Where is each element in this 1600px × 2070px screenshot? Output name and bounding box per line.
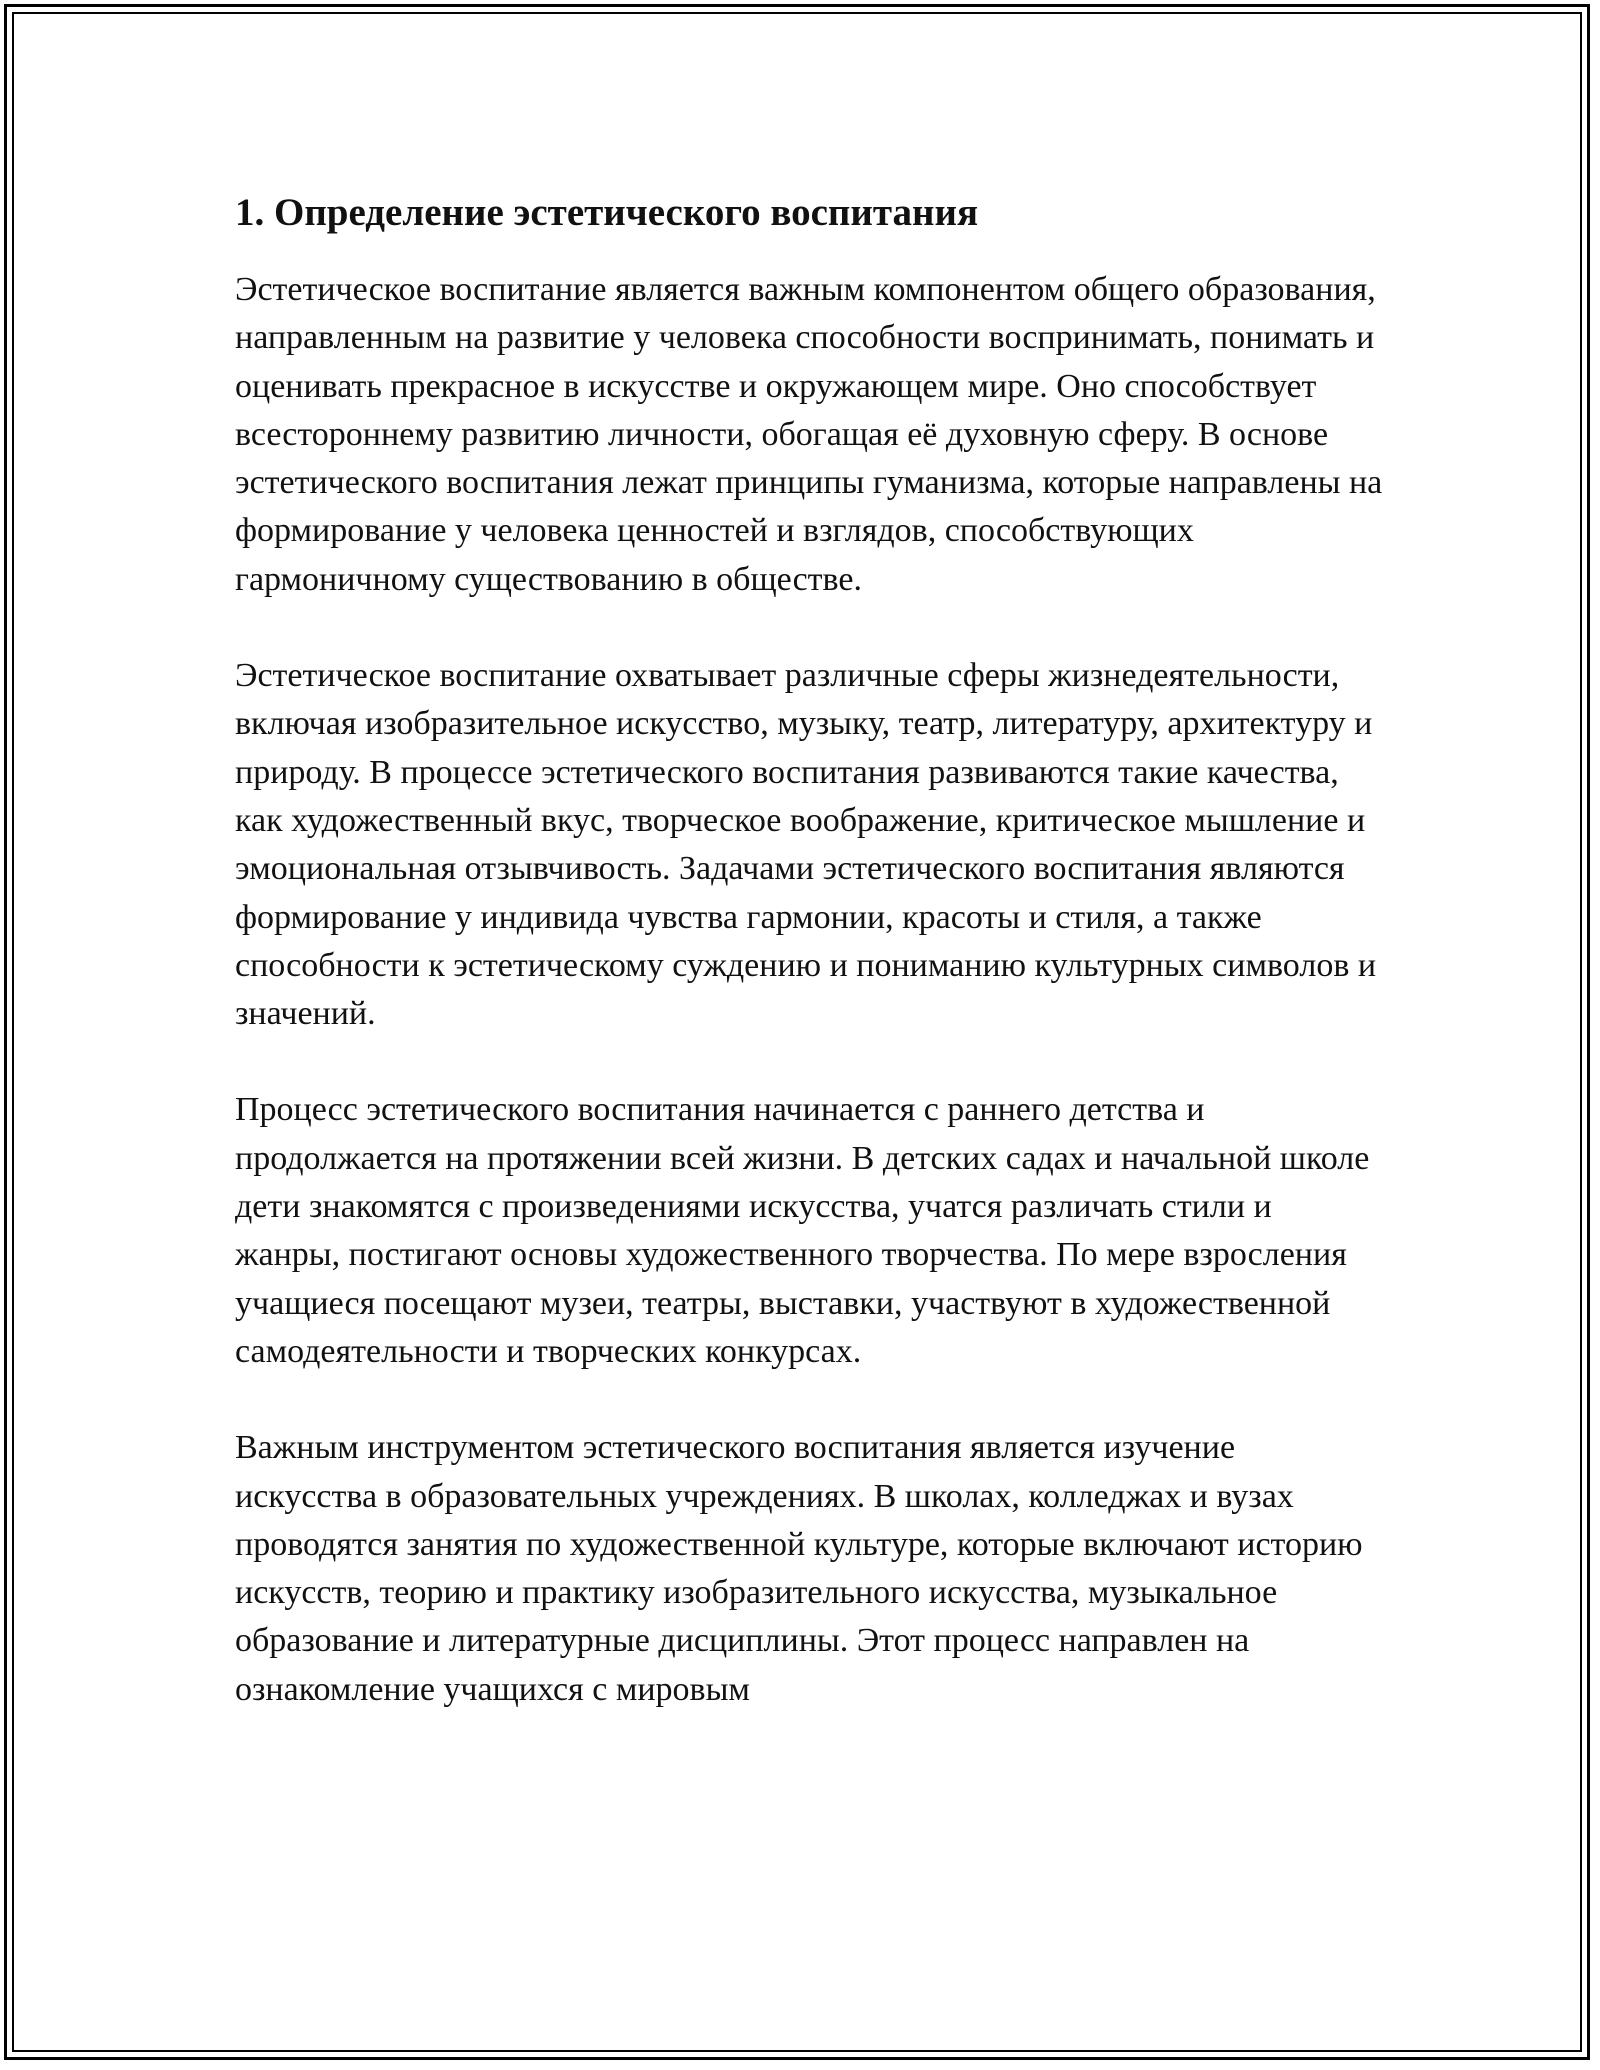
paragraph-3: Процесс эстетического воспитания начинается с раннего детства и продолжается на протяжении всей жизни. В детских садах и начальной школе дети знакомятся с произведениями искусства, учатся различать стили и жанры, постигают основы художественного творчества. По мере взросления учащиеся посещают музеи, театры, выставки, участвуют в художественной самодеятельности и творческих конкурсах. xyxy=(235,1091,1370,1370)
document-body xyxy=(235,186,1385,1714)
section-heading: 1. Определение эстетического воспитания xyxy=(235,191,979,234)
paragraph-2: Эстетическое воспитание охватывает различные сферы жизнедеятельности, включая изобразительное искусство, музыку, театр, литературу, архитектуру и природу. В процессе эстетического воспитания развиваются такие качества, как художественный вкус, творческое воображение, критическое мышление и эмоциональная отзывчивость. Задачами эстетического воспитания являются формирование у индивида чувства гармонии, красоты и стиля, а также способности к эстетическому суждению и пониманию культурных символов и значений. xyxy=(235,657,1377,1033)
paragraph-1: Эстетическое воспитание является важным компонентом общего образования, направленным на развитие у человека способности воспринимать, понимать и оценивать прекрасное в искусстве и окружающем мире. Оно способствует всестороннему развитию личности, обогащая её духовную сферу. В основе эстетического воспитания лежат принципы гуманизма, которые направлены на формирование у человека ценностей и взглядов, способствующих гармоничному существованию в обществе. xyxy=(235,271,1383,598)
paragraph-4: Важным инструментом эстетического воспитания является изучение искусства в образовательных учреждениях. В школах, колледжах и вузах проводятся занятия по художественной культуре, которые включают историю искусств, теорию и практику изобразительного искусства, музыкальное образование и литературные дисциплины. Этот процесс направлен на ознакомление учащихся с мировым xyxy=(235,1429,1363,1708)
